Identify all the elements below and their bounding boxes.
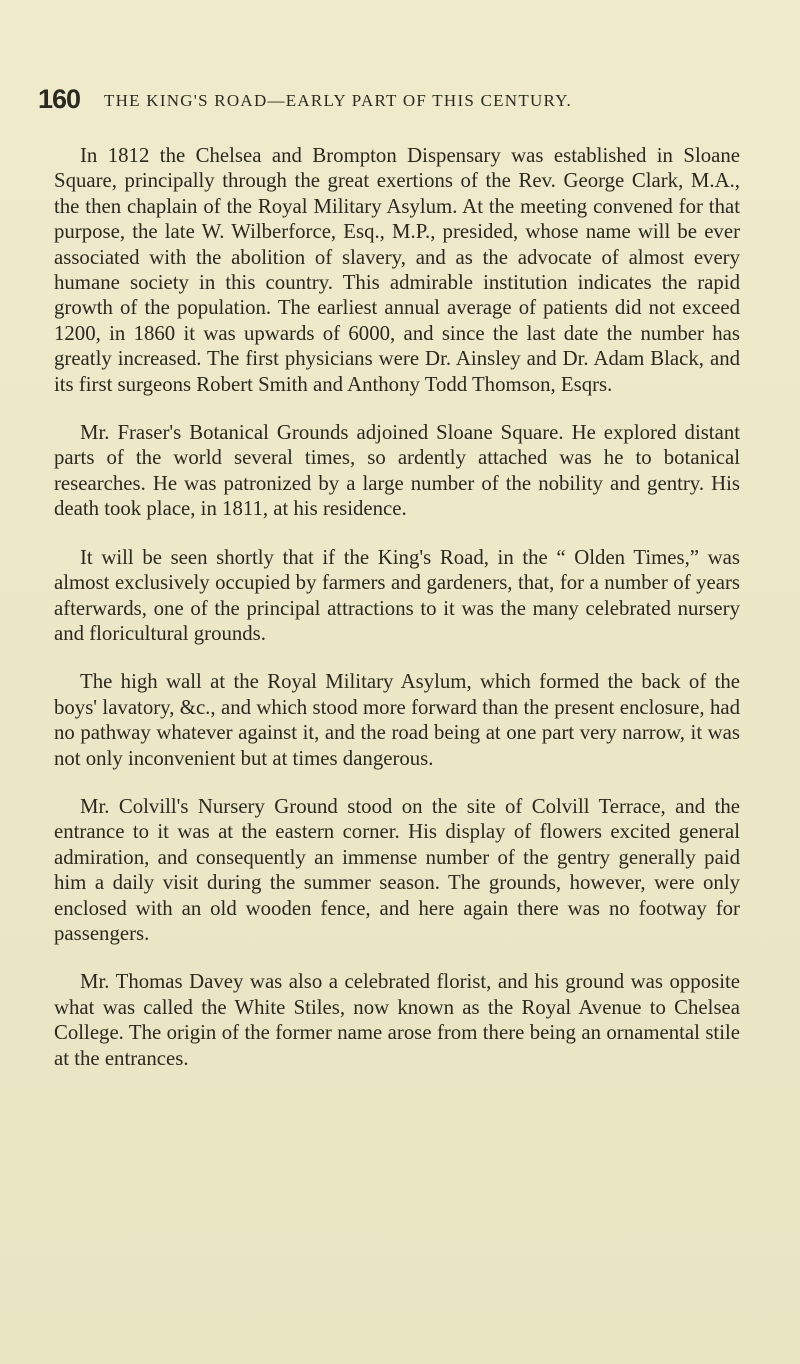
paragraph-colvill-nursery: Mr. Colvill's Nursery Ground stood on the site of Colvill Terrace, and the entrance to it was at the eastern corner. His display of flowers excited general admiration, and consequently an immense number of the gentry generally paid him a daily visit during the summer season. The grounds, however, were only enclosed with an old wooden fence, and here again there was no footway for passengers. (54, 794, 740, 945)
page-number: 160 (38, 84, 81, 114)
page-body (54, 143, 740, 1071)
paragraph-dispensary: In 1812 the Chelsea and Brompton Dispensary was established in Sloane Square, principally through the great exertions of the Rev. George Clark, M.A., the then chaplain of the Royal Military Asylum. At the meeting convened for that purpose, the late W. Wilberforce, Esq., M.P., presided, whose name will be ever associated with the abolition of slavery, and as the advocate of almost every humane society in this country. This admirable institution indicates the rapid growth of the population. The earliest annual average of patients did not exceed 1200, in 1860 it was upwards of 6000, and since the last date the number has greatly increased. The first physicians were Dr. Ainsley and Dr. Adam Black, and its first surgeons Robert Smith and Anthony Todd Thomson, Esqrs. (54, 144, 740, 396)
paragraph-botanical-grounds: Mr. Fraser's Botanical Grounds adjoined Sloane Square. He explored distant parts of the world several times, so ardently attached was he to botanical researches. He was patronized by a large number of the nobility and gentry. His death took place, in 1811, at his residence. (54, 421, 740, 521)
running-header (38, 82, 758, 116)
paragraph-olden-times: It will be seen shortly that if the King's Road, in the “ Olden Times,” was almost exclusively occupied by farmers and gardeners, that, for a number of years afterwards, one of the principal attractions to it was the many celebrated nursery and floricultural grounds. (54, 545, 740, 645)
paragraph-high-wall: The high wall at the Royal Military Asylum, which formed the back of the boys' lavatory, &c., and which stood more forward than the present enclosure, had no pathway whatever against it, and the road being at one part very narrow, it was not only inconvenient but at times dangerous. (54, 670, 740, 770)
paragraph-davey-florist: Mr. Thomas Davey was also a celebrated florist, and his ground was opposite what was called the White Stiles, now known as the Royal Avenue to Chelsea College. The origin of the former name arose from there being an ornamental stile at the entrances. (54, 970, 740, 1070)
running-title: THE KING'S ROAD—EARLY PART OF THIS CENTURY. (104, 91, 572, 110)
